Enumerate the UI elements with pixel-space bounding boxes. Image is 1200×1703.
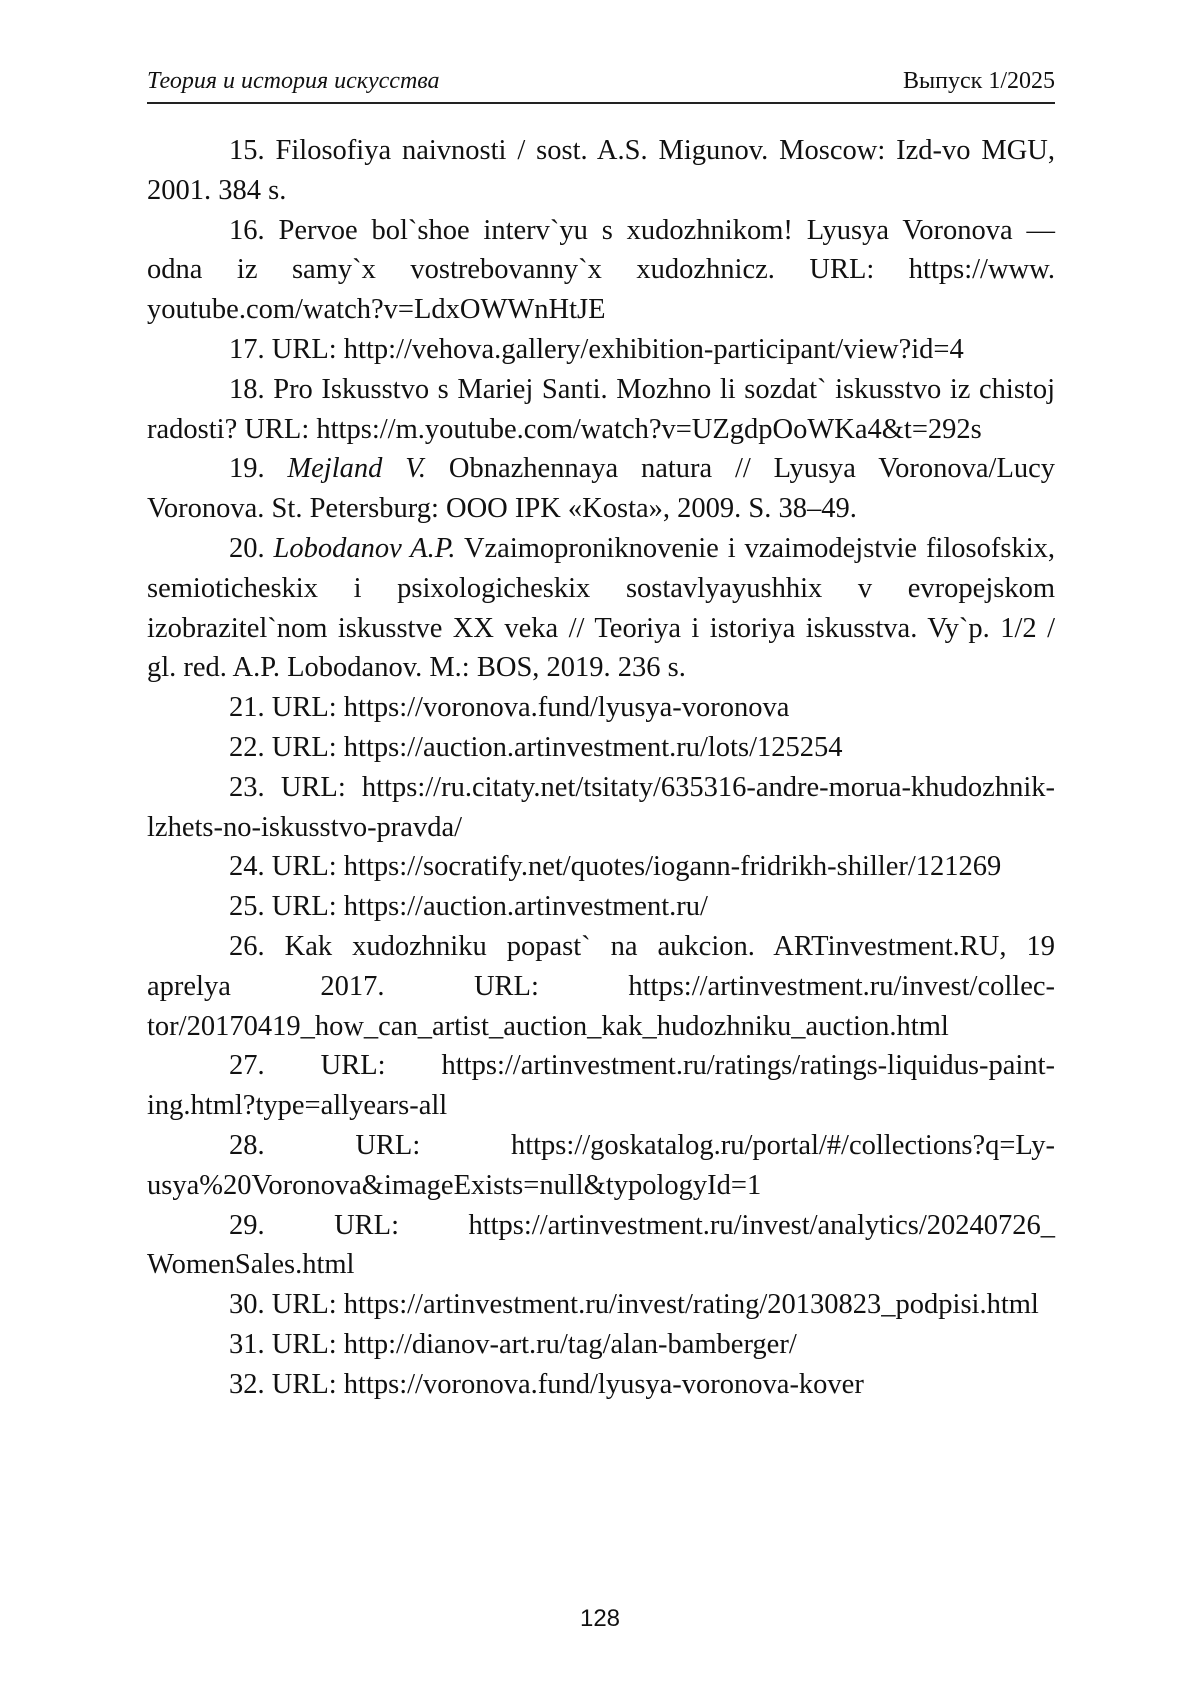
- reference-item: [147, 370, 1055, 450]
- reference-number: 30.: [229, 1289, 265, 1320]
- reference-text: URL: https://artinvestment.ru/ratings/ratings-liquidus-paint­ing.html?type=allyears-all: [147, 1050, 1055, 1121]
- reference-number: 20.: [229, 533, 265, 564]
- reference-author: Lobodanov A.P.: [274, 533, 456, 564]
- reference-text: Pervoe bol`shoe interv`yu s xudozhnikom! Lyusya Vorono­va — odna iz samy`x vostrebovanny`x xudozhnicz. URL: https://www.​youtube.com/watch?v=LdxOWWnHtJE: [147, 215, 1055, 326]
- page: [0, 0, 1200, 1703]
- reference-number: 32.: [229, 1369, 265, 1400]
- reference-item: [147, 1325, 1055, 1365]
- reference-number: 18.: [229, 374, 265, 405]
- journal-title: Теория и история искусства: [147, 68, 440, 95]
- reference-text: Pro Iskusstvo s Mariej Santi. Mozhno li sozdat` iskusst­vo iz chistoj radosti? URL: https://m.youtube.com/watch?v=UZgd­pOoWKa4&t=292s: [147, 374, 1055, 445]
- issue-number: Выпуск 1/2025: [903, 68, 1055, 95]
- reference-number: 24.: [229, 851, 265, 882]
- reference-item: [147, 768, 1055, 848]
- reference-text: URL: https://auction.artinvestment.ru/: [272, 891, 708, 922]
- reference-item: [147, 211, 1055, 330]
- reference-item: [147, 330, 1055, 370]
- reference-item: [147, 529, 1055, 688]
- reference-number: 22.: [229, 732, 265, 763]
- reference-item: [147, 1206, 1055, 1286]
- reference-author: Mejland V.: [287, 453, 426, 484]
- reference-text: URL: https://artinvestment.ru/invest/analytics/20240726_​WomenSales.html: [147, 1210, 1055, 1281]
- reference-number: 26.: [229, 931, 265, 962]
- running-header: [147, 64, 1055, 104]
- reference-text: URL: https://voronova.fund/lyusya-voronova: [272, 692, 790, 723]
- reference-text: URL: https://artinvestment.ru/invest/rating/20130823_podpi­si.html: [272, 1289, 1039, 1320]
- reference-item: [147, 1046, 1055, 1126]
- reference-text: URL: http://dianov-art.ru/tag/alan-bamberger/: [272, 1329, 797, 1360]
- reference-number: 19.: [229, 453, 265, 484]
- reference-text: URL: https://auction.artinvestment.ru/lots/125254: [272, 732, 843, 763]
- reference-text: URL: https://socratify.net/quotes/iogann-fridrikh-shill­er/121269: [272, 851, 1002, 882]
- reference-item: [147, 131, 1055, 211]
- reference-item: [147, 688, 1055, 728]
- reference-text: URL: https://voronova.fund/lyusya-voronova-kover: [272, 1369, 864, 1400]
- reference-text: URL: http://vehova.gallery/exhibition-participant/view?id=4: [272, 334, 964, 365]
- reference-number: 29.: [229, 1210, 265, 1241]
- reference-number: 28.: [229, 1130, 265, 1161]
- reference-item: [147, 927, 1055, 1046]
- reference-text: Obnazhennaya natura // Lyusya Voronova/Lucy Voronova. St. Petersburg: OOO IPK «Kosta», 2009. S. 38–49.: [147, 453, 1055, 524]
- reference-item: [147, 887, 1055, 927]
- reference-item: [147, 1365, 1055, 1405]
- reference-number: 31.: [229, 1329, 265, 1360]
- reference-item: [147, 1126, 1055, 1206]
- reference-text: Kak xudozhniku popast` na aukcion. ARTinvestment.RU, 19 aprelya 2017. URL: https://artinvestment.ru/invest/collec­tor/20170419_how_can_artist_auction_kak_hudozhniku_auction.html: [147, 931, 1055, 1042]
- reference-text: URL: https://goskatalog.ru/portal/#/collections?q=Ly­usya%20Voronova&imageExists=null&typologyId=1: [147, 1130, 1055, 1201]
- reference-item: [147, 728, 1055, 768]
- reference-item: [147, 1285, 1055, 1325]
- reference-number: 16.: [229, 215, 265, 246]
- reference-text: Vzaimoproniknovenie i vzaimodejstvie filo­sofskix, semioticheskix i psixologicheskix sostavlyayushhix v evrope­jskom izobrazitel`nom iskusstve XX veka // Teoriya i istoriya iskusstva. Vy`p. 1/2 / gl. red. A.P. Lobodanov. M.: BOS, 2019. 236 s.: [147, 533, 1055, 683]
- reference-list: [147, 131, 1055, 1405]
- reference-number: 27.: [229, 1050, 265, 1081]
- reference-item: [147, 847, 1055, 887]
- reference-number: 21.: [229, 692, 265, 723]
- reference-number: 23.: [229, 772, 265, 803]
- page-number: 128: [0, 1605, 1200, 1633]
- reference-text: Filosofiya naivnosti / sost. A.S. Migunov. Moscow: Izd-vo MGU, 2001. 384 s.: [147, 135, 1055, 206]
- reference-number: 25.: [229, 891, 265, 922]
- reference-text: URL: https://ru.citaty.net/tsitaty/635316-andre-morua-khu­dozhnik-lzhets-no-iskusstvo-pravda/: [147, 772, 1055, 843]
- reference-number: 15.: [229, 135, 265, 166]
- reference-item: [147, 449, 1055, 529]
- reference-number: 17.: [229, 334, 265, 365]
